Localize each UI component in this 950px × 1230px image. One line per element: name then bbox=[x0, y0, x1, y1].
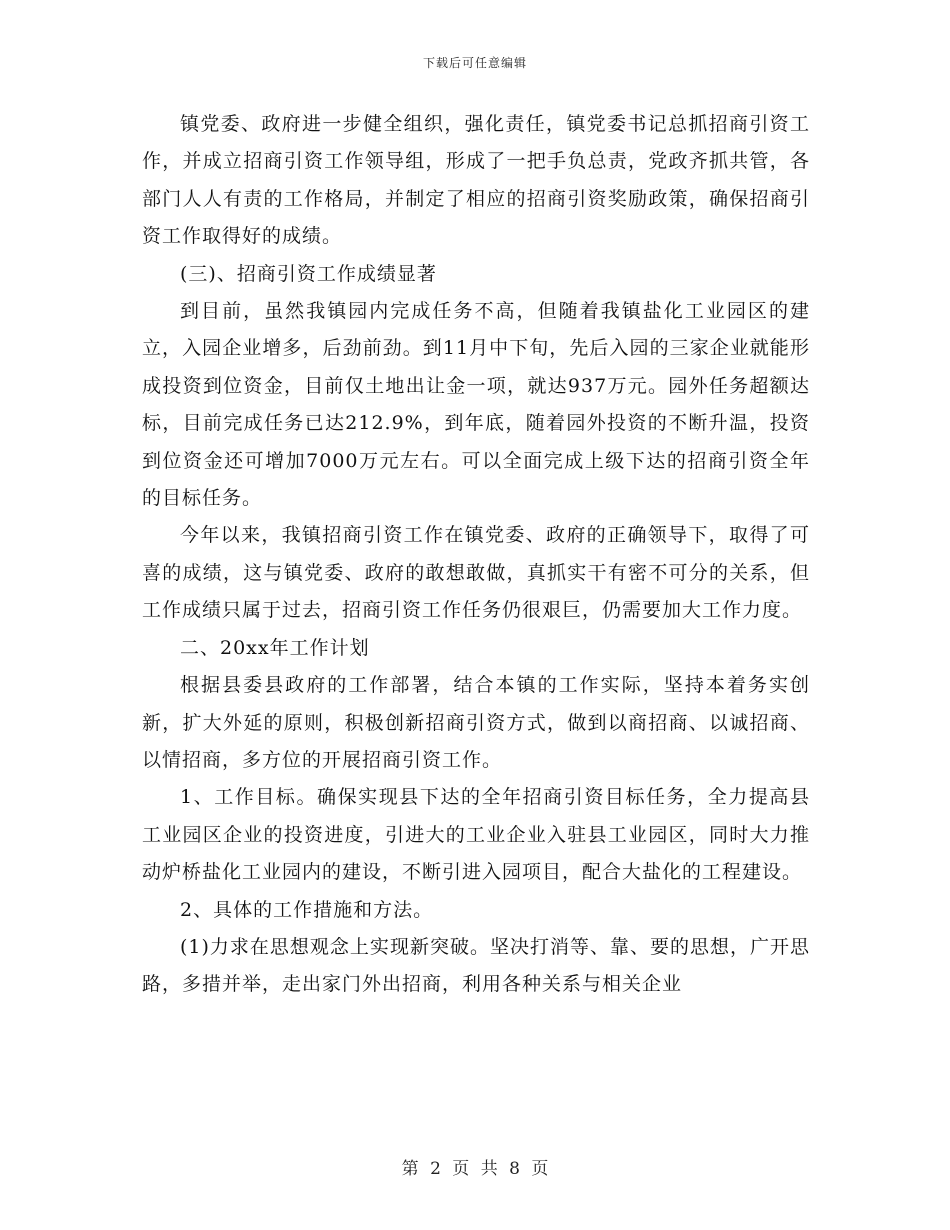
paragraph-work-goal: 1、工作目标。确保实现县下达的全年招商引资目标任务，全力提高县工业园区企业的投资进度，引进大的工业企业入驻县工业园区，同时大力推动炉桥盐化工业园内的建设，不断引进入园项目，配合大盐化的工程建设。 bbox=[142, 786, 810, 884]
paragraph-summary: 今年以来，我镇招商引资工作在镇党委、政府的正确领导下，取得了可喜的成绩，这与镇党委、政府的敢想敢做，真抓实干有密不可分的关系，但工作成绩只属于过去，招商引资工作任务仍很艰巨，仍需要加大工作力度。 bbox=[142, 524, 810, 622]
paragraph-results: 到目前，虽然我镇园内完成任务不高，但随着我镇盐化工业园区的建立，入园企业增多，后劲前劲。到11月中下旬，先后入园的三家企业就能形成投资到位资金，目前仅土地出让金一项，就达937万元。园外任务超额达标，目前完成任务已达212.9%，到年底，随着园外投资的不断升温，投资到位资金还可增加7000万元左右。可以全面完成上级下达的招商引资全年的目标任务。 bbox=[142, 300, 810, 510]
page-number-footer: 第 2 页 共 8 页 bbox=[401, 1159, 549, 1179]
paragraph-measure-one: (1)力求在思想观念上实现新突破。坚决打消等、靠、要的思想，广开思路，多措并举，走出家门外出招商，利用各种关系与相关企业 bbox=[142, 935, 810, 996]
page-header-note: 下载后可任意编辑 bbox=[422, 56, 527, 70]
paragraph-plan-intro: 根据县委县政府的工作部署，结合本镇的工作实际，坚持本着务实创新，扩大外延的原则，积极创新招商引资方式，做到以商招商、以诚招商、以情招商，多方位的开展招商引资工作。 bbox=[142, 674, 810, 771]
heading-section-three: (三)、招商引资工作成绩显著 bbox=[180, 262, 437, 285]
paragraph-organization: 镇党委、政府进一步健全组织，强化责任，镇党委书记总抓招商引资工作，并成立招商引资工作领导组，形成了一把手负总责，党政齐抓共管，各部门人人有责的工作格局，并制定了相应的招商引资奖励政策，确保招商引资工作取得好的成绩。 bbox=[142, 113, 810, 248]
heading-work-plan: 二、20xx年工作计划 bbox=[180, 636, 370, 659]
document-body bbox=[142, 106, 810, 1004]
heading-measures: 2、具体的工作措施和方法。 bbox=[180, 898, 434, 921]
